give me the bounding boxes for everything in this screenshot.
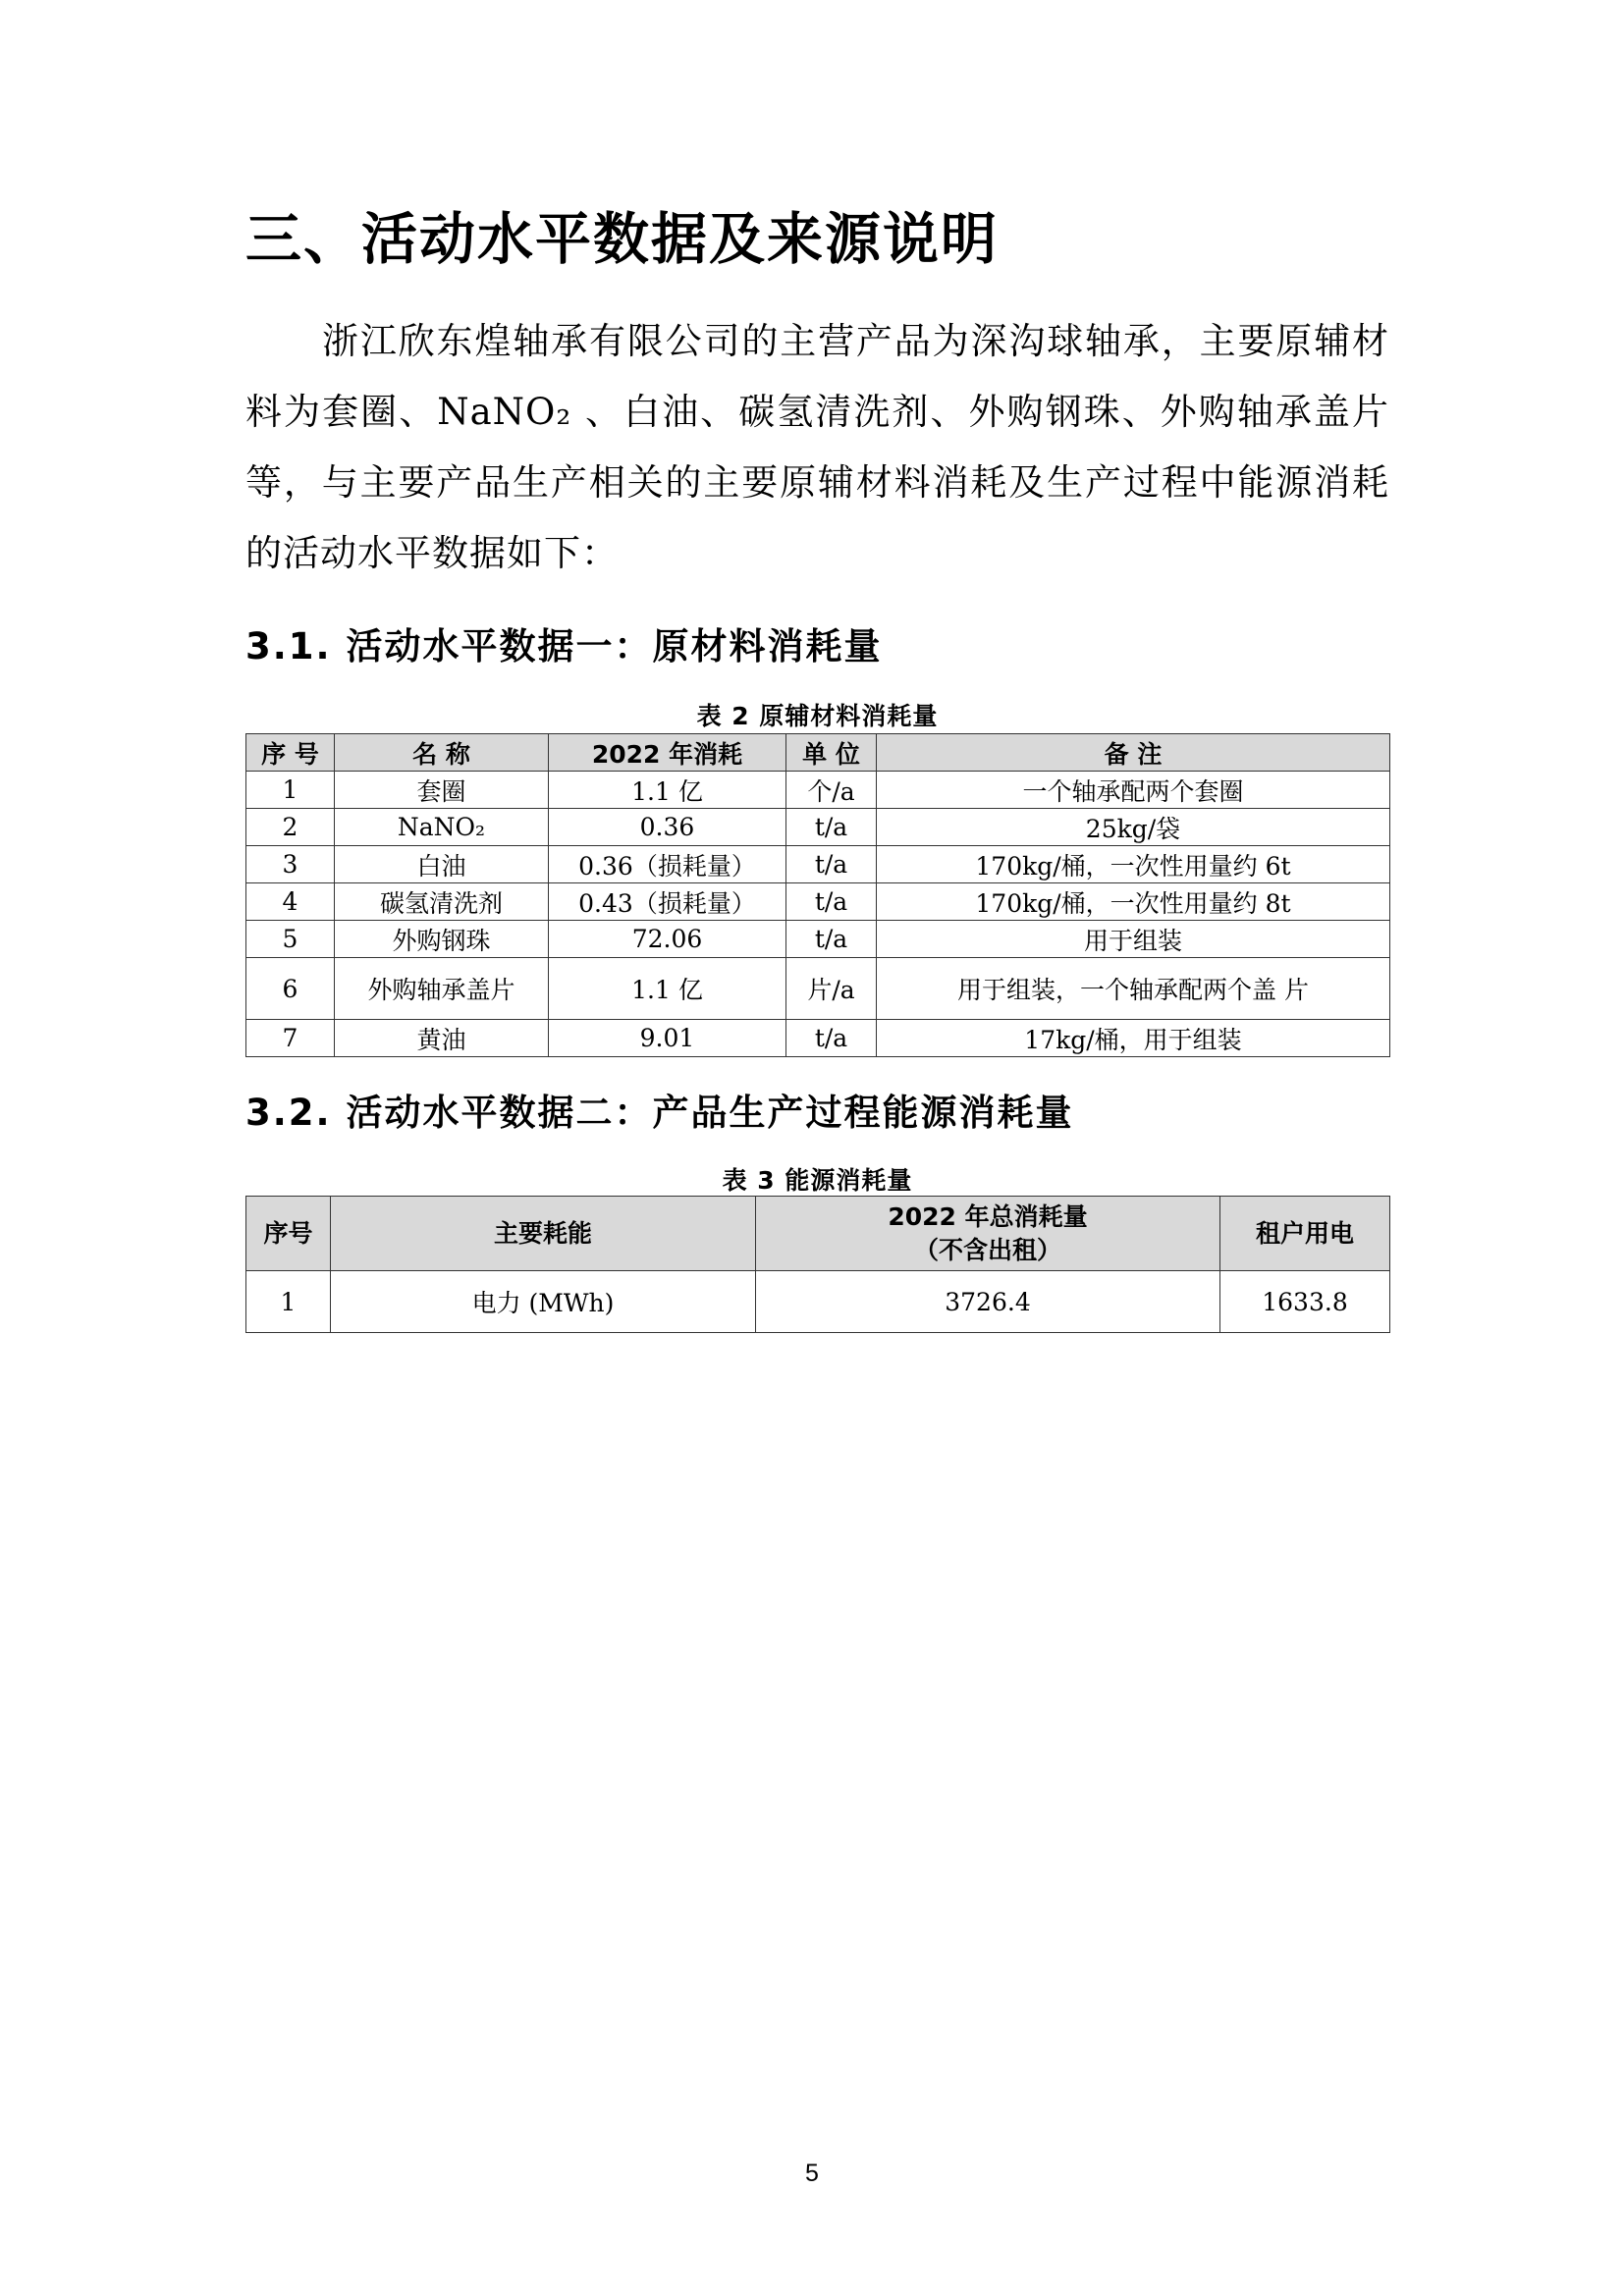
cell-consumption: 0.36 [549,809,786,846]
cell-unit: 个/a [786,772,877,809]
table-header-row [246,1197,1390,1271]
header-cell: 租户用电 [1220,1197,1390,1271]
cell-consumption: 0.36（损耗量） [549,846,786,883]
energy-table [245,1196,1390,1333]
table-header-row [246,734,1390,772]
cell-name: 外购钢珠 [335,921,549,958]
cell-index: 1 [246,772,335,809]
cell-index: 6 [246,958,335,1020]
header-cell: 主要耗能 [331,1197,756,1271]
table-row [246,1271,1390,1333]
table-caption-2: 表 3 能源消耗量 [722,1166,913,1195]
cell-note: 用于组装，一个轴承配两个盖 片 [877,958,1390,1020]
table-row [246,772,1390,809]
cell-unit: 片/a [786,958,877,1020]
cell-index: 4 [246,883,335,921]
cell-name: NaNO₂ [335,809,549,846]
cell-unit: t/a [786,809,877,846]
cell-unit: t/a [786,921,877,958]
cell-note: 一个轴承配两个套圈 [877,772,1390,809]
section-heading: 三、活动水平数据及来源说明 [245,207,999,272]
cell-index: 3 [246,846,335,883]
subsection-title-1: 3.1. 活动水平数据一：原材料消耗量 [245,625,883,667]
cell-name: 碳氢清洗剂 [335,883,549,921]
header-cell: 备 注 [877,734,1390,772]
page-number: 5 [805,2160,819,2187]
cell-consumption: 1.1 亿 [549,958,786,1020]
table-row [246,921,1390,958]
table-row [246,809,1390,846]
cell-name: 白油 [335,846,549,883]
table-row [246,1020,1390,1057]
cell-consumption: 72.06 [549,921,786,958]
cell-consumption: 1.1 亿 [549,772,786,809]
cell-note: 170kg/桶，一次性用量约 6t [877,846,1390,883]
cell-index: 7 [246,1020,335,1057]
header-total-line1: 2022 年总消耗量 [888,1201,1088,1231]
cell-index: 5 [246,921,335,958]
materials-table [245,733,1390,1057]
header-cell: 2022 年消耗 [549,734,786,772]
cell-note: 25kg/袋 [877,809,1390,846]
cell-energy-type: 电力 (MWh) [331,1271,756,1333]
cell-index: 1 [246,1271,331,1333]
header-cell-total [756,1197,1220,1271]
intro-paragraph: 浙江欣东煌轴承有限公司的主营产品为深沟球轴承，主要原辅材料为套圈、NaNO₂ 、白油、碳氢清洗剂、外购钢珠、外购轴承盖片等，与主要产品生产相关的主要原辅材料消耗及生产过程中能源消耗的活动水平数据如下： [245,320,1389,574]
cell-note: 17kg/桶，用于组装 [877,1020,1390,1057]
cell-note: 用于组装 [877,921,1390,958]
header-total-line2: （不含出租） [913,1235,1061,1264]
cell-index: 2 [246,809,335,846]
table-caption-1: 表 2 原辅材料消耗量 [696,702,939,730]
cell-unit: t/a [786,883,877,921]
header-cell: 单 位 [786,734,877,772]
cell-unit: t/a [786,846,877,883]
header-cell: 序 号 [246,734,335,772]
table-row [246,958,1390,1020]
cell-consumption: 0.43（损耗量） [549,883,786,921]
table-row [246,846,1390,883]
cell-name: 黄油 [335,1020,549,1057]
cell-total-consumption: 3726.4 [756,1271,1220,1333]
cell-name: 套圈 [335,772,549,809]
header-cell: 名 称 [335,734,549,772]
header-cell: 序号 [246,1197,331,1271]
cell-consumption: 9.01 [549,1020,786,1057]
subsection-title-2: 3.2. 活动水平数据二：产品生产过程能源消耗量 [245,1092,1074,1134]
cell-tenant-electricity: 1633.8 [1220,1271,1390,1333]
cell-note: 170kg/桶，一次性用量约 8t [877,883,1390,921]
cell-name: 外购轴承盖片 [335,958,549,1020]
table-row [246,883,1390,921]
cell-unit: t/a [786,1020,877,1057]
